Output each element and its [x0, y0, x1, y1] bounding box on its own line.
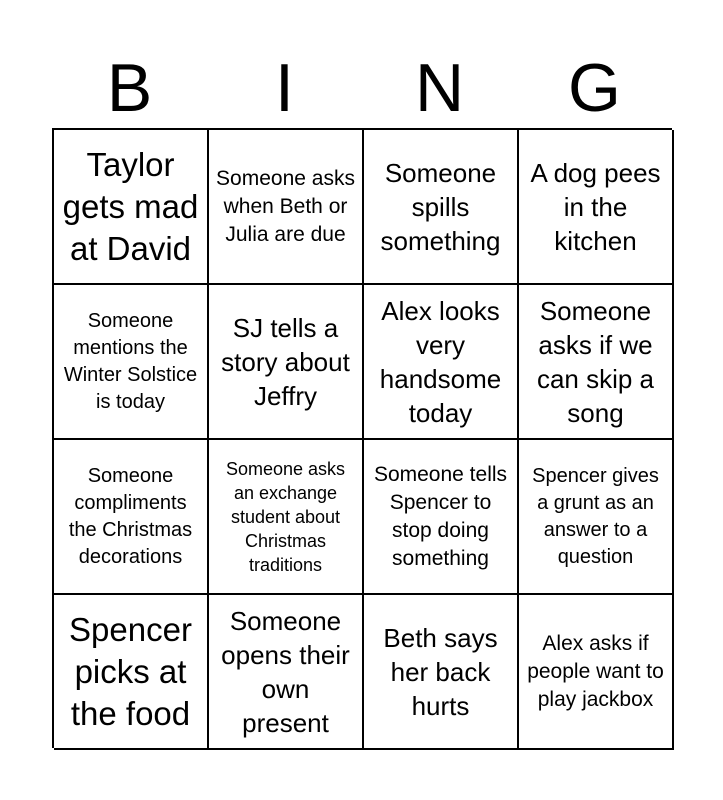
cell-text: Alex asks if people want to play jackbox — [527, 631, 664, 711]
bingo-cell[interactable] — [54, 440, 209, 595]
bingo-cell[interactable] — [209, 595, 364, 750]
bingo-cell[interactable] — [364, 595, 519, 750]
bingo-cell[interactable] — [54, 595, 209, 750]
bingo-header — [52, 50, 672, 126]
bingo-cell[interactable] — [519, 440, 674, 595]
bingo-cell[interactable] — [364, 440, 519, 595]
cell-text: Alex looks very handsome today — [379, 295, 502, 428]
cell-text: Someone tells Spencer to stop doing something — [373, 462, 508, 570]
bingo-cell[interactable] — [54, 285, 209, 440]
bingo-cell[interactable] — [364, 130, 519, 285]
cell-text: Spencer picks at the food — [69, 610, 192, 732]
header-letter-g: G — [568, 50, 621, 126]
cell-text: Someone asks when Beth or Julia are due — [216, 166, 355, 246]
bingo-cell[interactable] — [519, 285, 674, 440]
cell-text: Someone opens their own present — [221, 605, 350, 738]
header-letter-b: B — [106, 50, 153, 126]
cell-text: Someone spills something — [380, 157, 501, 256]
cell-text: Taylor gets mad at David — [62, 145, 199, 267]
bingo-cell[interactable] — [54, 130, 209, 285]
bingo-cell[interactable] — [519, 130, 674, 285]
header-letter-i: I — [275, 50, 294, 126]
bingo-cell[interactable] — [519, 595, 674, 750]
cell-text: A dog pees in the kitchen — [530, 157, 661, 256]
bingo-board — [52, 128, 672, 748]
bingo-cell[interactable] — [364, 285, 519, 440]
cell-text: SJ tells a story about Jeffry — [221, 312, 350, 411]
header-letter-n: N — [414, 50, 465, 126]
cell-text: Someone asks if we can skip a song — [536, 295, 655, 428]
cell-text: Someone asks an exchange student about Christmas traditions — [225, 458, 346, 575]
cell-text: Beth says her back hurts — [383, 622, 498, 721]
cell-text: Someone compliments the Christmas decorations — [68, 464, 193, 568]
bingo-cell[interactable] — [209, 130, 364, 285]
cell-text: Someone mentions the Winter Solstice is today — [63, 309, 198, 413]
cell-text: Spencer gives a grunt as an answer to a question — [532, 464, 659, 568]
bingo-cell[interactable] — [209, 440, 364, 595]
bingo-cell[interactable] — [209, 285, 364, 440]
